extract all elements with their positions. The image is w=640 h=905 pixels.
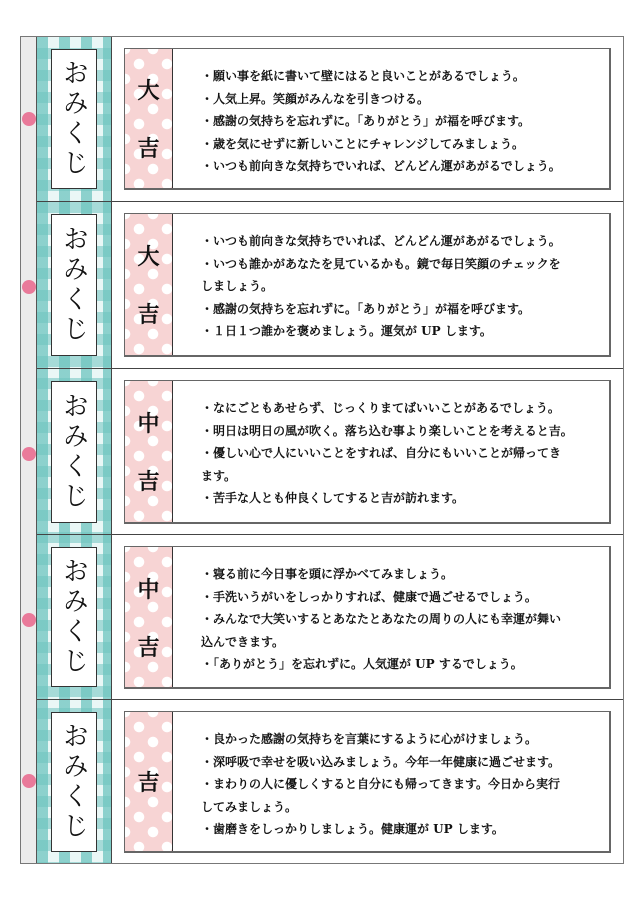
omikuji-slip xyxy=(21,535,623,699)
punch-hole-icon xyxy=(22,447,36,461)
fortune-rank: 大 吉 xyxy=(125,49,173,188)
omikuji-slip xyxy=(21,37,623,201)
fortune-card xyxy=(124,546,611,689)
fortune-card xyxy=(124,213,611,357)
fortune-rank: 大 吉 xyxy=(125,214,173,355)
punch-hole-icon xyxy=(22,280,36,294)
omikuji-slip xyxy=(21,369,623,534)
omikuji-label: おみくじ xyxy=(51,381,97,523)
fortune-text: ・寝る前に今日事を頭に浮かべてみましょう。 ・手洗いうがいをしっかりすれば、健康で過ごせるでしょう。 ・みんなで大笑いするとあなたとあなたの周りの人にも幸運が舞い 込んできます。 ・「ありがとう」を忘れずに。人気運が UP するでしょう。 xyxy=(201,567,562,671)
omikuji-label: おみくじ xyxy=(51,712,97,852)
omikuji-slip xyxy=(21,202,623,368)
omikuji-label: おみくじ xyxy=(51,547,97,687)
punch-hole-icon xyxy=(22,112,36,126)
fortune-text: ・なにごともあせらず、じっくりまてばいいことがあるでしょう。 ・明日は明日の風が吹く。落ち込む事より楽しいことを考えると吉。 ・優しい心で人にいいことをすれば、自分にもいいことが帰ってき ます。 ・苦手な人とも仲良くしてすると吉が訪れます。 xyxy=(201,401,573,505)
fortune-card xyxy=(124,48,611,190)
fortune-rank: 中 吉 xyxy=(125,381,173,522)
fortune-rank: 吉 xyxy=(125,712,173,851)
omikuji-sheet xyxy=(20,36,624,864)
fortune-card xyxy=(124,380,611,524)
punch-hole-icon xyxy=(22,774,36,788)
omikuji-label: おみくじ xyxy=(51,214,97,356)
omikuji-slip xyxy=(21,700,623,864)
fortune-text: ・良かった感謝の気持ちを言葉にするように心がけましょう。 ・深呼吸で幸せを吸い込みましょう。今年一年健康に過ごせます。 ・まわりの人に優しくすると自分にも帰ってきます。今日から実行 してみましょう。 ・歯磨きをしっかりしましょう。健康運が UP します。 xyxy=(201,732,561,836)
fortune-card xyxy=(124,711,611,853)
omikuji-label: おみくじ xyxy=(51,49,97,189)
fortune-text: ・いつも前向きな気持ちでいれば、どんどん運があがるでしょう。 ・いつも誰かがあなたを見ているかも。鏡で毎日笑顔のチェックを しましょう。 ・感謝の気持ちを忘れずに。「ありがとう」が福を呼びます。 ・１日１つ誰かを褒めましょう。運気が UP します。 xyxy=(201,234,561,338)
fortune-text: ・願い事を紙に書いて壁にはると良いことがあるでしょう。 ・人気上昇。笑顔がみんなを引きつける。 ・感謝の気持ちを忘れずに。「ありがとう」が福を呼びます。 ・歳を気にせずに新しいことにチャレンジしてみましょう。 ・いつも前向きな気持ちでいれば、どんどん運があがるでしょう。 xyxy=(201,69,561,173)
punch-hole-icon xyxy=(22,613,36,627)
fortune-rank: 中 吉 xyxy=(125,547,173,687)
